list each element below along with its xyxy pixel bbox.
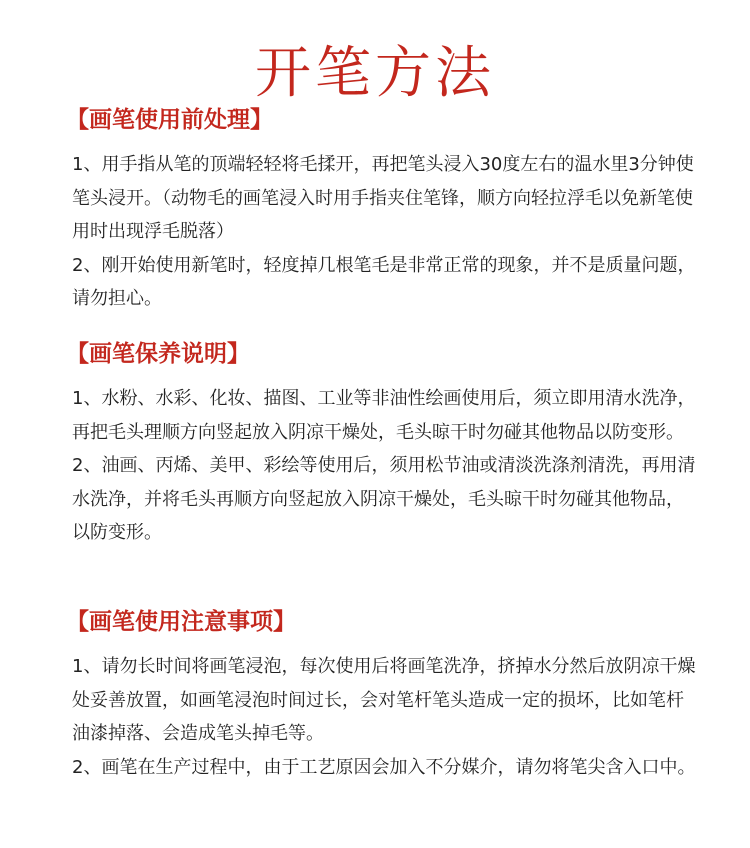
section-pre-use	[66, 104, 696, 316]
section-maintenance	[66, 338, 696, 550]
section-precautions	[66, 606, 696, 784]
page-title: 开笔方法	[255, 40, 495, 106]
section-paragraph: 2、刚开始使用新笔时，轻度掉几根笔毛是非常正常的现象，并不是质量问题，请勿担心。	[72, 254, 696, 309]
section-paragraph: 2、画笔在生产过程中，由于工艺原因会加入不分媒介，请勿将笔尖含入口中。	[72, 756, 696, 778]
section-paragraph: 2、油画、丙烯、美甲、彩绘等使用后，须用松节油或清淡洗涤剂清洗，再用清水洗净，并将毛头再顺方向竖起放入阴凉干燥处，毛头晾干时勿碰其他物品，以防变形。	[72, 455, 696, 543]
section-heading: 【画笔保养说明】	[66, 341, 250, 367]
section-paragraph: 1、用手指从笔的顶端轻轻将毛揉开，再把笔头浸入30度左右的温水里3分钟使笔头浸开。（动物毛的画笔浸入时用手指夹住笔锋，顺方向轻拉浮毛以免新笔使用时出现浮毛脱落）	[72, 154, 694, 242]
section-heading: 【画笔使用前处理】	[66, 107, 273, 133]
section-paragraph: 1、水粉、水彩、化妆、描图、工业等非油性绘画使用后，须立即用清水洗净，再把毛头理顺方向竖起放入阴凉干燥处，毛头晾干时勿碰其他物品以防变形。	[72, 388, 696, 443]
section-heading: 【画笔使用注意事项】	[66, 609, 296, 635]
section-paragraph: 1、请勿长时间将画笔浸泡，每次使用后将画笔洗净，挤掉水分然后放阴凉干燥处妥善放置，如画笔浸泡时间过长，会对笔杆笔头造成一定的损坏，比如笔杆油漆掉落、会造成笔头掉毛等。	[72, 656, 696, 744]
